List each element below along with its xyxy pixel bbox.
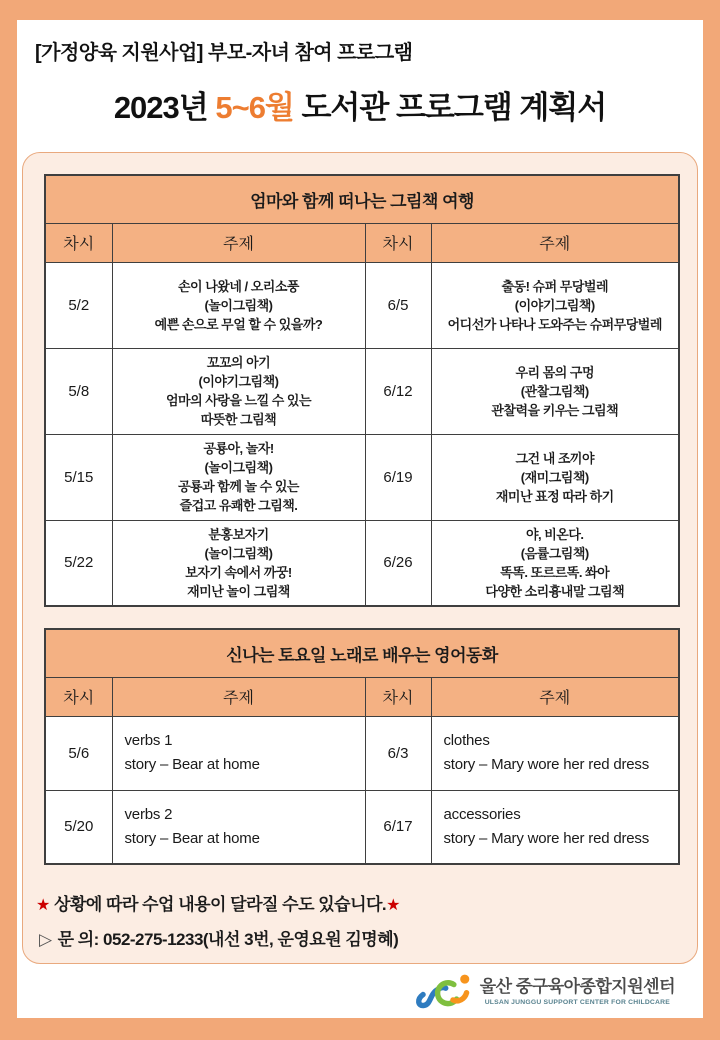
- topic-cell: verbs 1 story – Bear at home: [112, 716, 365, 790]
- table1-title: 엄마와 함께 떠나는 그림책 여행: [45, 175, 679, 223]
- session-cell: 5/20: [45, 790, 112, 864]
- title-prefix: 2023년: [113, 90, 216, 125]
- topic-cell: clothes story – Mary wore her red dress: [431, 716, 679, 790]
- session-cell: 6/12: [365, 348, 431, 434]
- topic-cell: 야, 비온다. (음률그림책) 똑똑. 또르르똑. 쏴아 다양한 소리흉내말 그림책: [431, 520, 679, 606]
- session-cell: 6/17: [365, 790, 431, 864]
- session-cell: 5/22: [45, 520, 112, 606]
- picturebook-program-table: [44, 174, 680, 607]
- table2-title: 신나는 토요일 노래로 배우는 영어동화: [45, 629, 679, 677]
- star-icon: ★: [386, 897, 400, 914]
- logo-text: [480, 978, 675, 1006]
- table2-header-topic-right: 주제: [431, 677, 679, 716]
- title-highlight: 5~6월: [215, 90, 294, 125]
- star-icon: ★: [36, 897, 50, 914]
- change-notice: [36, 890, 400, 915]
- page-content: [17, 20, 703, 1018]
- topic-cell: 그건 내 조끼야 (재미그림책) 재미난 표정 따라 하기: [431, 434, 679, 520]
- session-cell: 6/3: [365, 716, 431, 790]
- content-panel: [22, 152, 698, 964]
- table2-header-session-right: 차시: [365, 677, 431, 716]
- table1-header-session-left: 차시: [45, 223, 112, 262]
- topic-cell: 출동! 슈퍼 무당벌레 (이야기그림책) 어디선가 나타나 도와주는 슈퍼무당벌레: [431, 262, 679, 348]
- table-row: [45, 520, 679, 606]
- table-row: [45, 348, 679, 434]
- topic-cell: 분홍보자기 (놀이그림책) 보자기 속에서 까꿍! 재미난 놀이 그림책: [112, 520, 365, 606]
- inquiry-text: 문 의: 052-275-1233(내선 3번, 운영요원 김명혜): [57, 930, 399, 949]
- topic-cell: 공룡아, 놀자! (놀이그림책) 공룡과 함께 놀 수 있는 즐겁고 유쾌한 그림책.: [112, 434, 365, 520]
- session-cell: 5/15: [45, 434, 112, 520]
- table2-header-session-left: 차시: [45, 677, 112, 716]
- page-title: [17, 82, 703, 127]
- english-storytime-table: [44, 628, 680, 865]
- table1-header-topic-left: 주제: [112, 223, 365, 262]
- table1-header-topic-right: 주제: [431, 223, 679, 262]
- title-suffix: 도서관 프로그램 계획서: [293, 90, 607, 125]
- topic-cell: 손이 나왔네 / 오리소풍 (놀이그림책) 예쁜 손으로 무얼 할 수 있을까?: [112, 262, 365, 348]
- table-row: [45, 716, 679, 790]
- logo-mark-icon: [414, 969, 472, 1016]
- table-row: [45, 434, 679, 520]
- triangle-bullet-icon: ▷: [39, 930, 52, 949]
- header-tag: [가정양육 지원사업] 부모-자녀 참여 프로그램: [35, 42, 413, 64]
- logo-name-english: ULSAN JUNGGU SUPPORT CENTER FOR CHILDCARE: [484, 998, 670, 1006]
- topic-cell: 우리 몸의 구멍 (관찰그림책) 관찰력을 키우는 그림책: [431, 348, 679, 434]
- session-cell: 6/26: [365, 520, 431, 606]
- session-cell: 6/5: [365, 262, 431, 348]
- topic-cell: verbs 2 story – Bear at home: [112, 790, 365, 864]
- session-cell: 5/8: [45, 348, 112, 434]
- change-notice-text: 상황에 따라 수업 내용이 달라질 수도 있습니다.: [49, 895, 387, 914]
- table1-header-session-right: 차시: [365, 223, 431, 262]
- table-row: [45, 262, 679, 348]
- table-row: [45, 790, 679, 864]
- topic-cell: 꼬꼬의 아기 (이야기그림책) 엄마의 사랑을 느낄 수 있는 따뜻한 그림책: [112, 348, 365, 434]
- logo-name-korean: 울산 중구육아종합지원센터: [479, 976, 675, 996]
- topic-cell: accessories story – Mary wore her red dress: [431, 790, 679, 864]
- session-cell: 5/6: [45, 716, 112, 790]
- session-cell: 6/19: [365, 434, 431, 520]
- center-logo: [414, 968, 675, 1016]
- session-cell: 5/2: [45, 262, 112, 348]
- table2-header-topic-left: 주제: [112, 677, 365, 716]
- inquiry-note: [39, 925, 398, 950]
